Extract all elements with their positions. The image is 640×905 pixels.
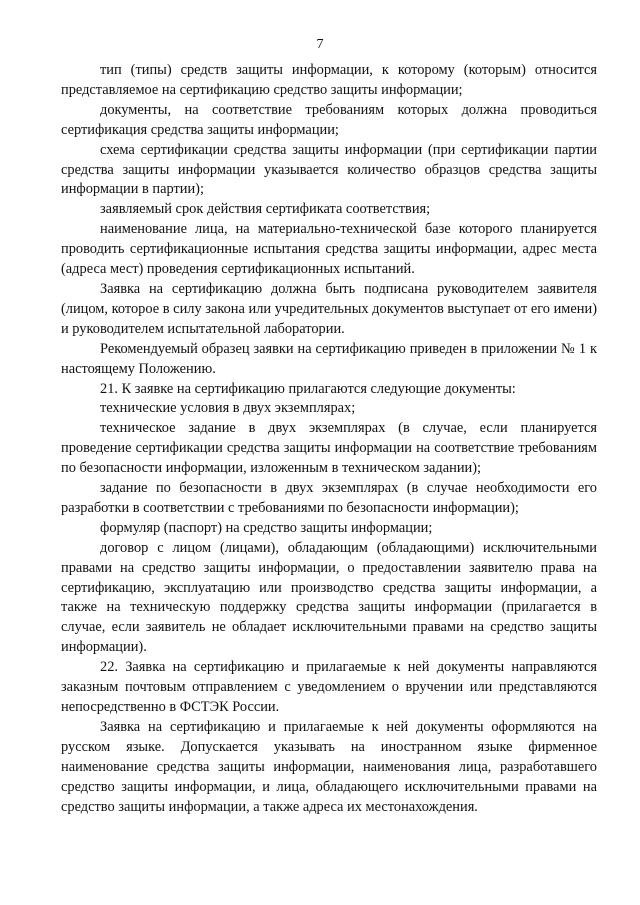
paragraph-requirement-documents: документы, на соответствие требованиям которых должна проводиться сертификация средства защиты информации; [61, 101, 597, 138]
paragraph-application-sample: Рекомендуемый образец заявки на сертификацию приведен в приложении № 1 к настоящему Положению. [61, 340, 597, 377]
paragraph-application-signature: Заявка на сертификацию должна быть подписана руководителем заявителя (лицом, которое в силу закона или учредительных документов выступает от его имени) и руководителем испытательной лаборатории. [61, 280, 597, 337]
paragraph-technical-assignment: техническое задание в двух экземплярах (в случае, если планируется проведение сертификации средства защиты информации на соответствие требованиям по безопасности информации, изложенным в техническом задании); [61, 420, 597, 477]
paragraph-protection-type: тип (типы) средств защиты информации, к которому (которым) относится представляемое на сертификацию средство защиты информации; [61, 62, 597, 98]
paragraph-rights-agreement: договор с лицом (лицами), обладающим (обладающими) исключительными правами на средство защиты информации, о предоставлении заявителю права на сертификацию, эксплуатацию или производство средства защиты информации, а также на техническую поддержку средства защиты информации (прилагается в случае, если заявитель не обладает исключительными правами на средство защиты информации). [61, 539, 597, 656]
paragraph-technical-conditions: технические условия в двух экземплярах; [100, 400, 356, 417]
paragraph-passport: формуляр (паспорт) на средство защиты информации; [100, 519, 433, 536]
paragraph-russian-language: Заявка на сертификацию и прилагаемые к ней документы оформляются на русском языке. Допускается указывать на иностранном языке фирменное наименование средства защиты информации, наименования лица, разработавшего средство защиты информации, и лица, обладающего исключительными правами на средство защиты информации, а также адреса их местонахождения. [61, 718, 597, 815]
paragraph-testing-facility: наименование лица, на материально-технической базе которого планируется проводить сертификационные испытания средства защиты информации, адрес места (адреса мест) проведения сертификационных испытаний. [61, 221, 597, 278]
paragraph-section-22: 22. Заявка на сертификацию и прилагаемые к ней документы направляются заказным почтовым отправлением с уведомлением о вручении или представляются непосредственно в ФСТЭК России. [61, 659, 597, 715]
paragraph-section-21: 21. К заявке на сертификацию прилагаются следующие документы: [100, 380, 516, 397]
document-body [61, 61, 597, 817]
paragraph-certification-scheme: схема сертификации средства защиты информации (при сертификации партии средства защиты информации указывается количество образцов средства защиты информации в партии); [61, 141, 597, 198]
page-number: 7 [316, 37, 324, 52]
paragraph-certificate-validity: заявляемый срок действия сертификата соответствия; [100, 201, 431, 218]
paragraph-security-assignment: задание по безопасности в двух экземплярах (в случае необходимости его разработки в соответствии с требованиями по безопасности информации); [61, 480, 597, 516]
